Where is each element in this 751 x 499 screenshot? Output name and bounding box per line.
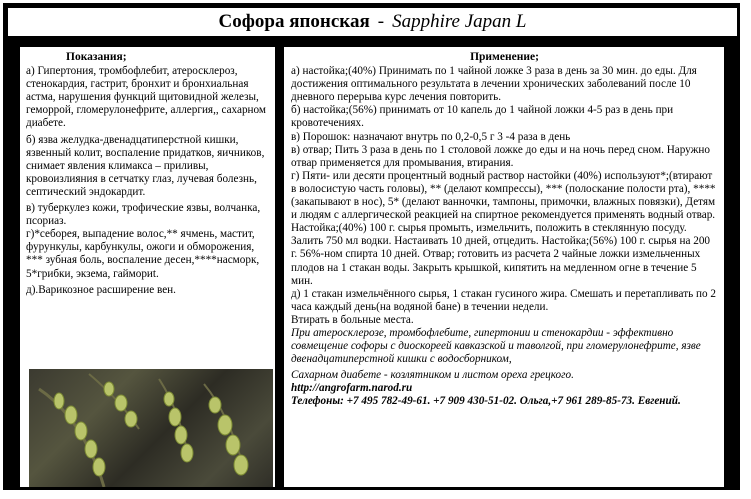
application-panel: [284, 47, 724, 487]
phones: Телефоны: +7 495 782-49-61. +7 909 430-51-02. Ольга,+7 961 289-85-73. Евгений.: [291, 395, 681, 408]
application-heading: Применение;: [470, 51, 539, 63]
indication-c: в) туберкулез кожи, трофические язвы, волчанка, псориаз.: [26, 202, 261, 228]
page-title: [6, 6, 739, 38]
italic-note-2: Сахарном диабете - козлятником и листом ореха грецкого.: [291, 369, 574, 382]
website-link[interactable]: http://angrofarm.narod.ru: [291, 382, 413, 395]
indication-e: д).Варикозное расширение вен.: [26, 283, 176, 296]
italic-note-1: При атеросклерозе, тромбофлебите, гипертонии и стенокардии - эффективно совмещение софоры с диоскореей кавказской и таволгой, при гломерулонефрите, язве двенадцатиперстной кишки с водосборником,: [291, 326, 701, 366]
title-dash: -: [377, 11, 385, 32]
application-powder: в) Порошок: назначают внутрь по 0,2-0,5 г 3 -4 раза в день: [291, 130, 571, 143]
indications-heading: Показания;: [66, 51, 127, 63]
indication-b: б) язва желудка-двенадцатиперстной кишки, язвенный колит, воспаление придатков, яичников, снимает явления климакса – приливы, кровоизлияния в сетчатку глаз, лучевая болезнь, септический эндокардит.: [26, 133, 265, 198]
application-b: б) настойка;(56%) принимать от 10 капель до 1 чайной ложки 4-5 раз в день при кровотечениях.: [291, 104, 674, 130]
sophora-pods-icon: [29, 369, 273, 487]
title-ru: Софора японская: [218, 11, 370, 32]
indication-d: г)*себорея, выпадение волос,** ячмень, мастит, фурункулы, карбункулы, ожоги и обморожения, *** зубная боль, воспаление десен,****насморк, 5*грибки, экзема, гаймориt.: [26, 228, 260, 280]
indication-a: а) Гипертония, тромбофлебит, атеросклероз, стенокардия, гастрит, бронхит и бронхиальная астма, нарушения функций щитовидной железы, геморрой, гломерулонефрите, аллергия,, сахарном диабете.: [26, 65, 266, 130]
application-a: а) настойка;(40%) Принимать по 1 чайной ложке 3 раза в день за 30 мин. до еды. Для достижения оптимального результата в лечении хронических заболеваний после 10 дневного перерыва курс лечения повторить.: [291, 65, 697, 104]
application-rub: Втирать в больные места.: [291, 313, 414, 326]
title-en: Sapphire Japan L: [392, 11, 527, 32]
application-tincture-prep: Настойка;(40%) 100 г. сырья промыть, измельчить, положить в стеклянную посуду. Залить 750 мл водки. Настаивать 10 дней, отцедить. Настойка;(56%) 100 г. сырья на 200 г. 56%-ном спирта 10 дней. Отвар; готовить из расчета 2 чайные ложки измельченных плодов на 1 стакан воды. Закрыть крышкой, кипятить на медленном огне в течение 5 мин.: [291, 222, 711, 287]
application-d: д) 1 стакан измельчённого сырья, 1 стакан гусиного жира. Смешать и перетапливать по 2 часа каждый день(на водяной бане) в течении недели.: [291, 287, 716, 313]
sophora-pods-image: [29, 369, 273, 487]
application-decoction: в) отвар; Пить 3 раза в день по 1 столовой ложке до еды и на ночь перед сном. Наружно отвар применяется для промывания, втирания.: [291, 143, 710, 169]
application-g: г) Пяти- или десяти процентный водный раствор настойки (40%) используют*;(втирают в волосистую часть головы), ** (делают компрессы), *** (полоскание полости рта), ****(закапывают в нос), 5* (делают ванночки, тампоны, примочки, влажных повязки), Детям и людям с аллергической реакцией на спиртное рекомендуется применять водный отвар.: [291, 169, 716, 222]
